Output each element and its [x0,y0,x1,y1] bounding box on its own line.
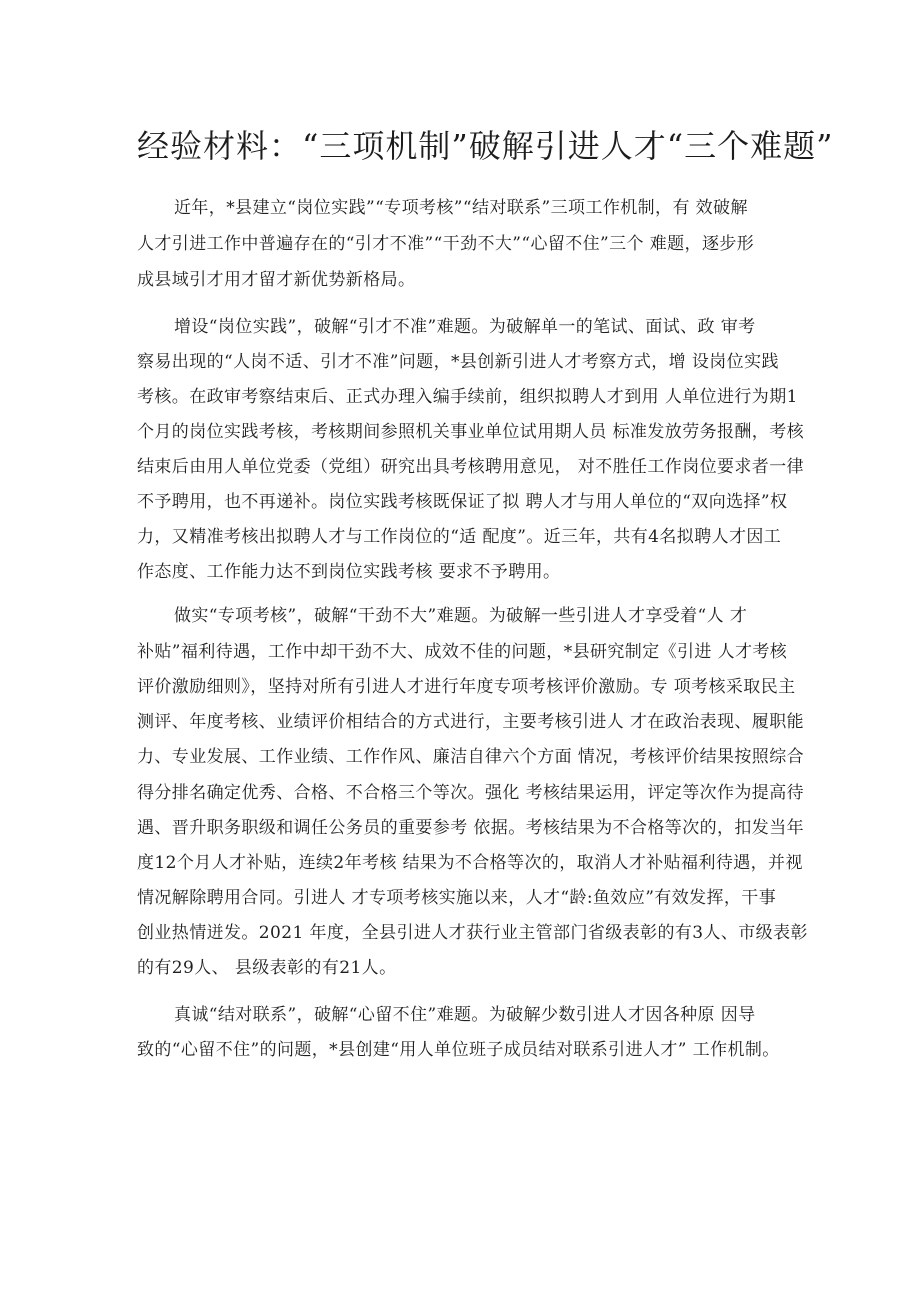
paragraph-2-line-2: 察易出现的“人岗不适、引才不准”问题，*县创新引进人才考察方式，增 设岗位实践 [137,352,779,372]
paragraph-2-line-5: 结束后由用人单位党委（党组）研究出具考核聘用意见， 对不胜任工作岗位要求者一律 [137,457,805,477]
paragraph-1-line-2: 人才引进工作中普遍存在的“引才不准”“干劲不大”“心留不住”三个 难题，逐步形 [137,234,755,254]
paragraph-3-line-6: 得分排名确定优秀、合格、不合格三个等次。强化 考核结果运用，评定等次作为提高待 [137,783,805,803]
paragraph-3-line-9: 情况解除聘用合同。引进人 才专项考核实施以来，人才“龄:鱼效应”有效发挥，干事 [137,888,777,908]
paragraph-3-line-7: 遇、晋升职务职级和调任公务员的重要参考 依据。考核结果为不合格等次的，扣发当年 [137,818,805,838]
paragraph-3-line-11: 的有29人、 县级表彰的有21人。 [137,958,397,978]
paragraph-2-line-3: 考核。在政审考察结束后、正式办理入编手续前，组织拟聘人才到用 人单位进行为期1 [137,387,798,407]
paragraph-2-line-4: 个月的岗位实践考核，考核期间参照机关事业单位试用期人员 标准发放劳务报酬，考核 [137,422,805,442]
paragraph-3-line-1: 做实“专项考核”，破解“干劲不大”难题。为破解一些引进人才享受着“人 才 [174,606,748,626]
paragraph-3-line-3: 评价激励细则》，坚持对所有引进人才进行年度专项考核评价激励。专 项考核采取民主 [137,677,796,697]
paragraph-3-line-10: 创业热情迸发。2021 年度，全县引进人才获行业主管部门省级表彰的有3人、市级表彰 [137,923,808,943]
paragraph-2-line-7: 力，又精准考核出拟聘人才与工作岗位的“适 配度”。近三年，共有4名拟聘人才因工 [137,527,782,547]
paragraph-3-line-2: 补贴”福利待遇，工作中却干劲不大、成效不佳的问题，*县研究制定《引进 人才考核 [137,642,788,662]
paragraph-4-line-1: 真诚“结对联系”，破解“心留不住”难题。为破解少数引进人才因各种原 因导 [174,1005,756,1025]
document-title: 经验材料：“三项机制”破解引进人才“三个难题” [137,127,834,165]
paragraph-1-line-3: 成县域引才用才留才新优势新格局。 [137,270,416,290]
paragraph-3-line-4: 测评、年度考核、业绩评价相结合的方式进行，主要考核引进人 才在政治表现、履职能 [137,712,805,732]
paragraph-2-line-6: 不予聘用，也不再递补。岗位实践考核既保证了拟 聘人才与用人单位的“双向选择”权 [137,492,788,512]
paragraph-3-line-5: 力、专业发展、工作业绩、工作作风、廉洁自律六个方面 情况，考核评价结果按照综合 [137,747,805,767]
paragraph-3-line-8: 度12个月人才补贴，连续2年考核 结果为不合格等次的，取消人才补贴福利待遇，并视 [137,853,803,873]
paragraph-2-line-8: 作态度、工作能力达不到岗位实践考核 要求不予聘用。 [137,562,561,582]
paragraph-1-line-1: 近年，*县建立“岗位实践”“专项考核”“结对联系”三项工作机制，有 效破解 [174,198,748,218]
paragraph-2-line-1: 增设“岗位实践”，破解“引才不准”难题。为破解单一的笔试、面试、政 审考 [174,317,756,337]
paragraph-4-line-2: 致的“心留不住”的问题，*县创建“用人单位班子成员结对联系引进人才” 工作机制。 [137,1040,780,1060]
